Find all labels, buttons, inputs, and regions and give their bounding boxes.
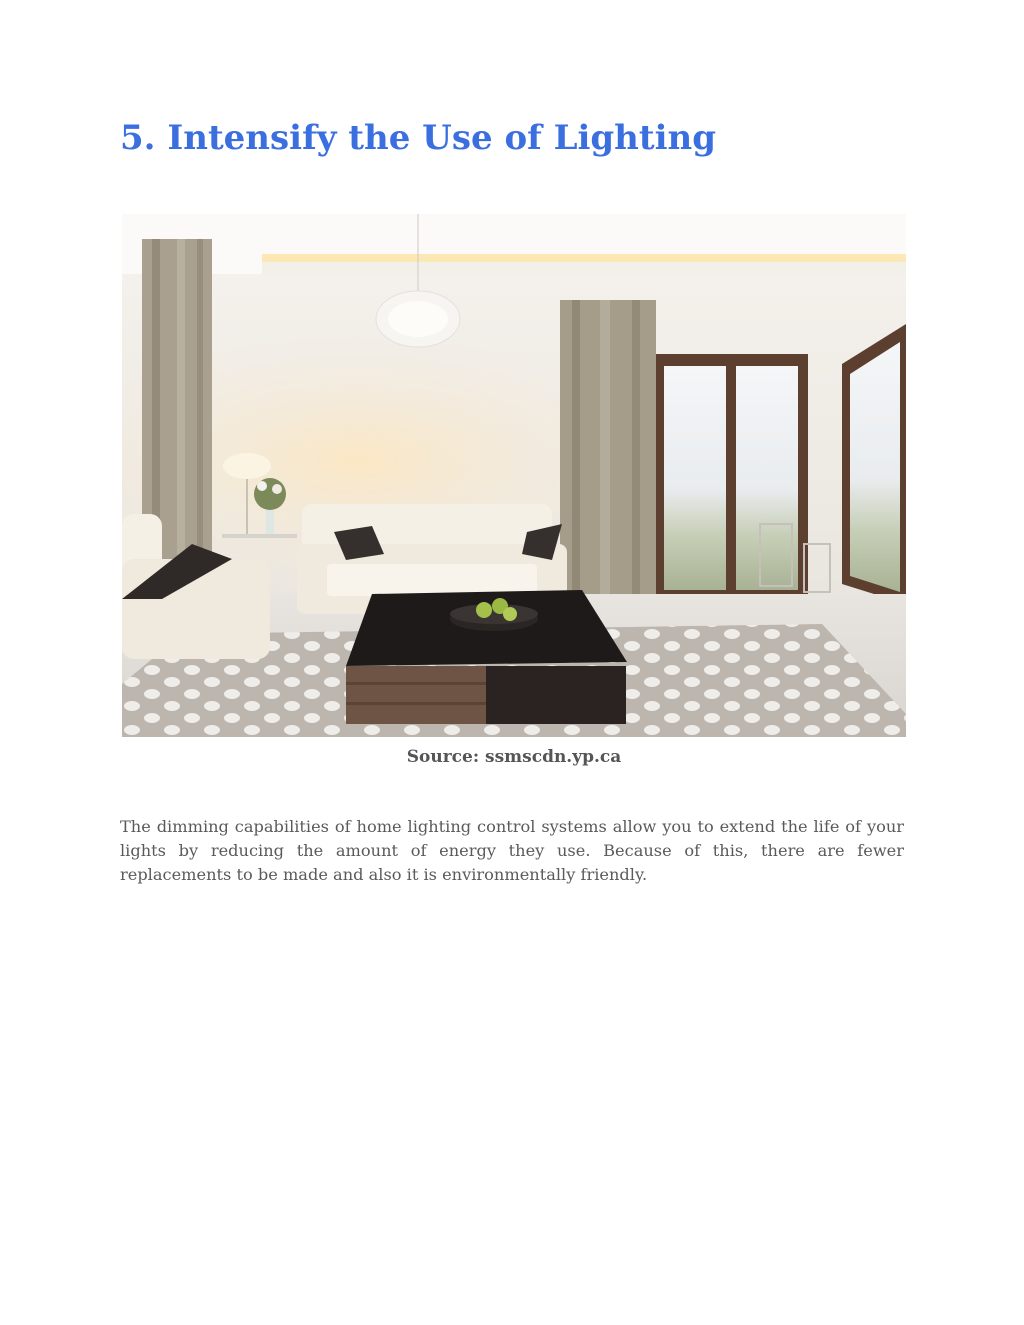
living-room-photo (122, 214, 906, 737)
section-heading: 5. Intensify the Use of Lighting (120, 118, 717, 158)
body-paragraph: The dimming capabilities of home lighting control systems allow you to extend the life of your lights by reducing the amount of energy they use. Because of this, there are fewer replacements to be made and also it is environmentally friendly. (120, 817, 904, 884)
image-source-caption: Source: ssmscdn.yp.ca (406, 747, 622, 767)
